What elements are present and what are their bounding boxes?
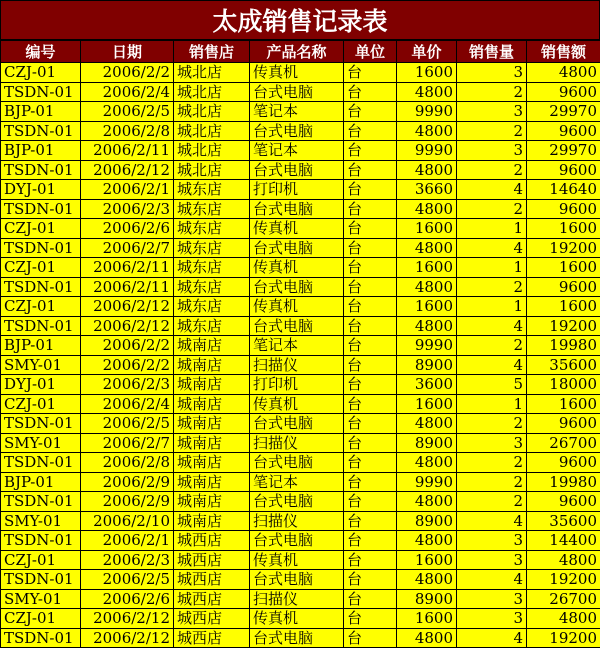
unit-cell[interactable]: 台 [344, 258, 397, 278]
table-row [1, 355, 600, 375]
store-cell[interactable]: 城南店 [174, 433, 250, 453]
price-cell[interactable]: 9990 [397, 102, 457, 122]
date-cell[interactable]: 2006/2/6 [81, 589, 174, 609]
store-cell[interactable]: 城东店 [174, 316, 250, 336]
code-cell[interactable]: CZJ-01 [1, 63, 81, 83]
store-cell[interactable]: 城南店 [174, 492, 250, 512]
price-cell[interactable]: 8900 [397, 355, 457, 375]
unit-cell[interactable]: 台 [344, 609, 397, 629]
price-cell[interactable]: 1600 [397, 63, 457, 83]
code-cell[interactable]: TSDN-01 [1, 121, 81, 141]
product-cell[interactable]: 打印机 [250, 375, 344, 395]
quantity-cell[interactable]: 1 [457, 258, 527, 278]
table-row [1, 492, 600, 512]
table-row [1, 453, 600, 473]
product-cell[interactable]: 扫描仪 [250, 511, 344, 531]
unit-cell[interactable]: 台 [344, 160, 397, 180]
quantity-cell[interactable]: 1 [457, 219, 527, 239]
unit-cell[interactable]: 台 [344, 628, 397, 648]
table-row [1, 628, 600, 648]
unit-cell[interactable]: 台 [344, 199, 397, 219]
date-cell[interactable]: 2006/2/12 [81, 628, 174, 648]
table-row [1, 433, 600, 453]
quantity-cell[interactable]: 2 [457, 199, 527, 219]
product-cell[interactable]: 笔记本 [250, 472, 344, 492]
price-cell[interactable]: 1600 [397, 297, 457, 317]
unit-cell[interactable]: 台 [344, 180, 397, 200]
product-cell[interactable]: 台式电脑 [250, 160, 344, 180]
unit-cell[interactable]: 台 [344, 219, 397, 239]
unit-cell[interactable]: 台 [344, 414, 397, 434]
product-cell[interactable]: 扫描仪 [250, 589, 344, 609]
store-cell[interactable]: 城东店 [174, 258, 250, 278]
price-cell[interactable]: 1600 [397, 550, 457, 570]
quantity-cell[interactable]: 3 [457, 531, 527, 551]
unit-cell[interactable]: 台 [344, 531, 397, 551]
table-row [1, 238, 600, 258]
code-cell[interactable]: TSDN-01 [1, 316, 81, 336]
code-cell[interactable]: CZJ-01 [1, 394, 81, 414]
store-cell[interactable]: 城南店 [174, 414, 250, 434]
code-cell[interactable]: TSDN-01 [1, 531, 81, 551]
store-cell[interactable]: 城西店 [174, 570, 250, 590]
store-cell[interactable]: 城北店 [174, 141, 250, 161]
unit-cell[interactable]: 台 [344, 277, 397, 297]
quantity-cell[interactable]: 3 [457, 141, 527, 161]
header-cell-price[interactable]: 单价 [397, 41, 457, 63]
amount-cell[interactable]: 9600 [527, 414, 600, 434]
date-cell[interactable]: 2006/2/11 [81, 258, 174, 278]
amount-cell[interactable]: 19980 [527, 336, 600, 356]
unit-cell[interactable]: 台 [344, 472, 397, 492]
amount-cell[interactable]: 19200 [527, 570, 600, 590]
store-cell[interactable]: 城北店 [174, 160, 250, 180]
date-cell[interactable]: 2006/2/9 [81, 492, 174, 512]
code-cell[interactable]: TSDN-01 [1, 570, 81, 590]
amount-cell[interactable]: 35600 [527, 511, 600, 531]
quantity-cell[interactable]: 3 [457, 609, 527, 629]
quantity-cell[interactable]: 3 [457, 102, 527, 122]
date-cell[interactable]: 2006/2/8 [81, 121, 174, 141]
date-cell[interactable]: 2006/2/9 [81, 472, 174, 492]
unit-cell[interactable]: 台 [344, 141, 397, 161]
store-cell[interactable]: 城北店 [174, 63, 250, 83]
amount-cell[interactable]: 1600 [527, 219, 600, 239]
table-row [1, 589, 600, 609]
table-row [1, 531, 600, 551]
header-cell-quantity[interactable]: 销售量 [457, 41, 527, 63]
store-cell[interactable]: 城南店 [174, 511, 250, 531]
price-cell[interactable]: 4800 [397, 414, 457, 434]
price-cell[interactable]: 4800 [397, 199, 457, 219]
amount-cell[interactable]: 9600 [527, 277, 600, 297]
product-cell[interactable]: 传真机 [250, 63, 344, 83]
amount-cell[interactable]: 14640 [527, 180, 600, 200]
unit-cell[interactable]: 台 [344, 297, 397, 317]
product-cell[interactable]: 传真机 [250, 550, 344, 570]
price-cell[interactable]: 9990 [397, 336, 457, 356]
table-row [1, 199, 600, 219]
date-cell[interactable]: 2006/2/6 [81, 219, 174, 239]
amount-cell[interactable]: 9600 [527, 160, 600, 180]
unit-cell[interactable]: 台 [344, 102, 397, 122]
date-cell[interactable]: 2006/2/5 [81, 414, 174, 434]
code-cell[interactable]: CZJ-01 [1, 258, 81, 278]
date-cell[interactable]: 2006/2/3 [81, 550, 174, 570]
code-cell[interactable]: BJP-01 [1, 472, 81, 492]
product-cell[interactable]: 扫描仪 [250, 433, 344, 453]
quantity-cell[interactable]: 4 [457, 238, 527, 258]
product-cell[interactable]: 笔记本 [250, 336, 344, 356]
table-row [1, 277, 600, 297]
header-cell-unit[interactable]: 单位 [344, 41, 397, 63]
store-cell[interactable]: 城南店 [174, 375, 250, 395]
code-cell[interactable]: CZJ-01 [1, 219, 81, 239]
unit-cell[interactable]: 台 [344, 589, 397, 609]
table-row [1, 336, 600, 356]
store-cell[interactable]: 城南店 [174, 336, 250, 356]
store-cell[interactable]: 城北店 [174, 121, 250, 141]
date-cell[interactable]: 2006/2/1 [81, 180, 174, 200]
amount-cell[interactable]: 19980 [527, 472, 600, 492]
table-row [1, 160, 600, 180]
date-cell[interactable]: 2006/2/3 [81, 375, 174, 395]
product-cell[interactable]: 台式电脑 [250, 453, 344, 473]
date-cell[interactable]: 2006/2/10 [81, 511, 174, 531]
code-cell[interactable]: TSDN-01 [1, 492, 81, 512]
price-cell[interactable]: 8900 [397, 433, 457, 453]
table-row [1, 82, 600, 102]
quantity-cell[interactable]: 2 [457, 492, 527, 512]
price-cell[interactable]: 4800 [397, 628, 457, 648]
quantity-cell[interactable]: 4 [457, 570, 527, 590]
code-cell[interactable]: BJP-01 [1, 141, 81, 161]
quantity-cell[interactable]: 3 [457, 550, 527, 570]
unit-cell[interactable]: 台 [344, 63, 397, 83]
quantity-cell[interactable]: 4 [457, 628, 527, 648]
table-row [1, 258, 600, 278]
unit-cell[interactable]: 台 [344, 121, 397, 141]
table-row [1, 394, 600, 414]
code-cell[interactable]: SMY-01 [1, 589, 81, 609]
amount-cell[interactable]: 19200 [527, 238, 600, 258]
unit-cell[interactable]: 台 [344, 394, 397, 414]
price-cell[interactable]: 4800 [397, 531, 457, 551]
quantity-cell[interactable]: 4 [457, 180, 527, 200]
amount-cell[interactable]: 14400 [527, 531, 600, 551]
code-cell[interactable]: TSDN-01 [1, 82, 81, 102]
store-cell[interactable]: 城西店 [174, 628, 250, 648]
quantity-cell[interactable]: 1 [457, 394, 527, 414]
code-cell[interactable]: DYJ-01 [1, 375, 81, 395]
store-cell[interactable]: 城东店 [174, 199, 250, 219]
store-cell[interactable]: 城东店 [174, 297, 250, 317]
date-cell[interactable]: 2006/2/11 [81, 141, 174, 161]
unit-cell[interactable]: 台 [344, 433, 397, 453]
price-cell[interactable]: 9990 [397, 472, 457, 492]
price-cell[interactable]: 4800 [397, 492, 457, 512]
header-cell-product[interactable]: 产品名称 [250, 41, 344, 63]
amount-cell[interactable]: 26700 [527, 589, 600, 609]
date-cell[interactable]: 2006/2/1 [81, 531, 174, 551]
product-cell[interactable]: 台式电脑 [250, 121, 344, 141]
header-cell-code[interactable]: 编号 [1, 41, 81, 63]
code-cell[interactable]: TSDN-01 [1, 199, 81, 219]
header-row [1, 41, 600, 63]
quantity-cell[interactable]: 4 [457, 511, 527, 531]
quantity-cell[interactable]: 2 [457, 472, 527, 492]
unit-cell[interactable]: 台 [344, 238, 397, 258]
date-cell[interactable]: 2006/2/5 [81, 102, 174, 122]
product-cell[interactable]: 传真机 [250, 394, 344, 414]
price-cell[interactable]: 4800 [397, 121, 457, 141]
unit-cell[interactable]: 台 [344, 316, 397, 336]
product-cell[interactable]: 台式电脑 [250, 628, 344, 648]
amount-cell[interactable]: 19200 [527, 316, 600, 336]
amount-cell[interactable]: 4800 [527, 550, 600, 570]
product-cell[interactable]: 台式电脑 [250, 238, 344, 258]
store-cell[interactable]: 城北店 [174, 82, 250, 102]
product-cell[interactable]: 扫描仪 [250, 355, 344, 375]
store-cell[interactable]: 城东店 [174, 238, 250, 258]
amount-cell[interactable]: 1600 [527, 297, 600, 317]
store-cell[interactable]: 城东店 [174, 219, 250, 239]
price-cell[interactable]: 3600 [397, 375, 457, 395]
date-cell[interactable]: 2006/2/2 [81, 336, 174, 356]
table-row [1, 414, 600, 434]
code-cell[interactable]: CZJ-01 [1, 550, 81, 570]
table-row [1, 550, 600, 570]
table-row [1, 219, 600, 239]
price-cell[interactable]: 3660 [397, 180, 457, 200]
table-row [1, 316, 600, 336]
table-row [1, 472, 600, 492]
code-cell[interactable]: TSDN-01 [1, 414, 81, 434]
price-cell[interactable]: 8900 [397, 589, 457, 609]
date-cell[interactable]: 2006/2/12 [81, 160, 174, 180]
header-cell-amount[interactable]: 销售额 [527, 41, 600, 63]
header-cell-store[interactable]: 销售店 [174, 41, 250, 63]
product-cell[interactable]: 台式电脑 [250, 199, 344, 219]
date-cell[interactable]: 2006/2/8 [81, 453, 174, 473]
quantity-cell[interactable]: 2 [457, 82, 527, 102]
code-cell[interactable]: SMY-01 [1, 433, 81, 453]
quantity-cell[interactable]: 2 [457, 160, 527, 180]
quantity-cell[interactable]: 4 [457, 316, 527, 336]
product-cell[interactable]: 台式电脑 [250, 570, 344, 590]
unit-cell[interactable]: 台 [344, 336, 397, 356]
quantity-cell[interactable]: 2 [457, 121, 527, 141]
product-cell[interactable]: 传真机 [250, 609, 344, 629]
product-cell[interactable]: 传真机 [250, 297, 344, 317]
date-cell[interactable]: 2006/2/7 [81, 238, 174, 258]
date-cell[interactable]: 2006/2/5 [81, 570, 174, 590]
quantity-cell[interactable]: 5 [457, 375, 527, 395]
table-row [1, 121, 600, 141]
code-cell[interactable]: TSDN-01 [1, 238, 81, 258]
quantity-cell[interactable]: 3 [457, 63, 527, 83]
table-row [1, 141, 600, 161]
date-cell[interactable]: 2006/2/4 [81, 394, 174, 414]
unit-cell[interactable]: 台 [344, 570, 397, 590]
product-cell[interactable]: 台式电脑 [250, 316, 344, 336]
quantity-cell[interactable]: 1 [457, 297, 527, 317]
table-row [1, 609, 600, 629]
store-cell[interactable]: 城西店 [174, 609, 250, 629]
price-cell[interactable]: 1600 [397, 394, 457, 414]
store-cell[interactable]: 城南店 [174, 394, 250, 414]
amount-cell[interactable]: 9600 [527, 121, 600, 141]
date-cell[interactable]: 2006/2/2 [81, 63, 174, 83]
price-cell[interactable]: 1600 [397, 609, 457, 629]
code-cell[interactable]: TSDN-01 [1, 160, 81, 180]
amount-cell[interactable]: 9600 [527, 82, 600, 102]
date-cell[interactable]: 2006/2/3 [81, 199, 174, 219]
code-cell[interactable]: SMY-01 [1, 355, 81, 375]
sales-table [0, 40, 600, 648]
table-row [1, 180, 600, 200]
price-cell[interactable]: 9990 [397, 141, 457, 161]
unit-cell[interactable]: 台 [344, 492, 397, 512]
date-cell[interactable]: 2006/2/11 [81, 277, 174, 297]
amount-cell[interactable]: 1600 [527, 394, 600, 414]
unit-cell[interactable]: 台 [344, 375, 397, 395]
amount-cell[interactable]: 9600 [527, 453, 600, 473]
product-cell[interactable]: 台式电脑 [250, 531, 344, 551]
product-cell[interactable]: 台式电脑 [250, 414, 344, 434]
code-cell[interactable]: TSDN-01 [1, 628, 81, 648]
price-cell[interactable]: 8900 [397, 511, 457, 531]
unit-cell[interactable]: 台 [344, 550, 397, 570]
date-cell[interactable]: 2006/2/12 [81, 297, 174, 317]
amount-cell[interactable]: 9600 [527, 199, 600, 219]
store-cell[interactable]: 城东店 [174, 180, 250, 200]
code-cell[interactable]: DYJ-01 [1, 180, 81, 200]
store-cell[interactable]: 城西店 [174, 550, 250, 570]
product-cell[interactable]: 台式电脑 [250, 82, 344, 102]
code-cell[interactable]: TSDN-01 [1, 453, 81, 473]
product-cell[interactable]: 传真机 [250, 258, 344, 278]
amount-cell[interactable]: 1600 [527, 258, 600, 278]
unit-cell[interactable]: 台 [344, 511, 397, 531]
date-cell[interactable]: 2006/2/4 [81, 82, 174, 102]
store-cell[interactable]: 城南店 [174, 453, 250, 473]
quantity-cell[interactable]: 2 [457, 414, 527, 434]
amount-cell[interactable]: 9600 [527, 492, 600, 512]
code-cell[interactable]: CZJ-01 [1, 609, 81, 629]
product-cell[interactable]: 台式电脑 [250, 492, 344, 512]
sheet-title: 太成销售记录表 [0, 0, 600, 40]
table-row [1, 511, 600, 531]
unit-cell[interactable]: 台 [344, 355, 397, 375]
amount-cell[interactable]: 29970 [527, 102, 600, 122]
price-cell[interactable]: 4800 [397, 316, 457, 336]
date-cell[interactable]: 2006/2/12 [81, 316, 174, 336]
product-cell[interactable]: 打印机 [250, 180, 344, 200]
price-cell[interactable]: 4800 [397, 453, 457, 473]
product-cell[interactable]: 台式电脑 [250, 277, 344, 297]
quantity-cell[interactable]: 4 [457, 355, 527, 375]
price-cell[interactable]: 1600 [397, 258, 457, 278]
unit-cell[interactable]: 台 [344, 453, 397, 473]
price-cell[interactable]: 1600 [397, 219, 457, 239]
amount-cell[interactable]: 35600 [527, 355, 600, 375]
amount-cell[interactable]: 18000 [527, 375, 600, 395]
store-cell[interactable]: 城北店 [174, 102, 250, 122]
code-cell[interactable]: BJP-01 [1, 102, 81, 122]
code-cell[interactable]: SMY-01 [1, 511, 81, 531]
date-cell[interactable]: 2006/2/7 [81, 433, 174, 453]
code-cell[interactable]: TSDN-01 [1, 277, 81, 297]
amount-cell[interactable]: 29970 [527, 141, 600, 161]
amount-cell[interactable]: 19200 [527, 628, 600, 648]
price-cell[interactable]: 4800 [397, 238, 457, 258]
store-cell[interactable]: 城南店 [174, 472, 250, 492]
price-cell[interactable]: 4800 [397, 277, 457, 297]
price-cell[interactable]: 4800 [397, 570, 457, 590]
amount-cell[interactable]: 4800 [527, 63, 600, 83]
store-cell[interactable]: 城西店 [174, 589, 250, 609]
table-row [1, 63, 600, 83]
price-cell[interactable]: 4800 [397, 160, 457, 180]
quantity-cell[interactable]: 3 [457, 589, 527, 609]
header-cell-date[interactable]: 日期 [81, 41, 174, 63]
unit-cell[interactable]: 台 [344, 82, 397, 102]
product-cell[interactable]: 笔记本 [250, 141, 344, 161]
quantity-cell[interactable]: 3 [457, 433, 527, 453]
store-cell[interactable]: 城南店 [174, 355, 250, 375]
table-row [1, 375, 600, 395]
quantity-cell[interactable]: 2 [457, 453, 527, 473]
price-cell[interactable]: 4800 [397, 82, 457, 102]
product-cell[interactable]: 笔记本 [250, 102, 344, 122]
date-cell[interactable]: 2006/2/12 [81, 609, 174, 629]
table-row [1, 570, 600, 590]
quantity-cell[interactable]: 2 [457, 277, 527, 297]
product-cell[interactable]: 传真机 [250, 219, 344, 239]
store-cell[interactable]: 城西店 [174, 531, 250, 551]
code-cell[interactable]: BJP-01 [1, 336, 81, 356]
amount-cell[interactable]: 4800 [527, 609, 600, 629]
table-row [1, 297, 600, 317]
code-cell[interactable]: CZJ-01 [1, 297, 81, 317]
amount-cell[interactable]: 26700 [527, 433, 600, 453]
store-cell[interactable]: 城东店 [174, 277, 250, 297]
date-cell[interactable]: 2006/2/2 [81, 355, 174, 375]
table-row [1, 102, 600, 122]
quantity-cell[interactable]: 2 [457, 336, 527, 356]
